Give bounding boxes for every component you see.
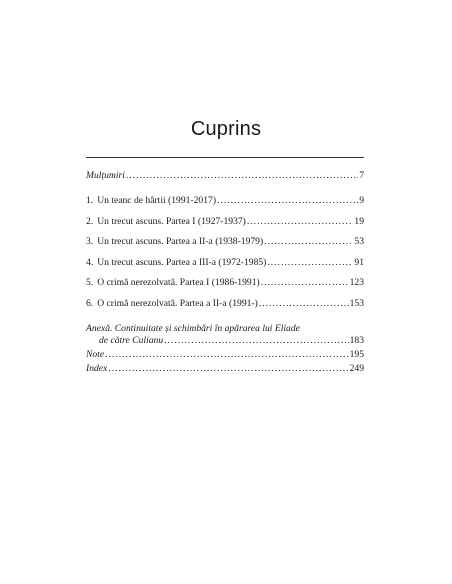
chapter-number: 2. [86,215,94,227]
toc-entry-notes[interactable] [86,349,364,361]
chapter-number: 3. [86,236,94,247]
toc-entry-label: O crimă nerezolvată. Partea a II-a (1991-) [97,297,258,309]
toc-entry-label: Un trecut ascuns. Partea a II-a (1938-1979) [97,236,264,247]
toc-entry-chapter-2[interactable] [86,216,364,228]
toc-entry-label: Un trecut ascuns. Partea a III-a (1972-1985) [97,256,267,268]
toc-entry-label: Un teanc de hârtii (1991-2017) [97,195,217,206]
chapter-number: 5. [86,277,94,288]
chapter-number: 4. [86,256,94,268]
toc-entry-page: 249 [349,362,364,374]
dot-leader [105,349,348,361]
toc-entry-label: Index [86,362,108,374]
chapter-number: 1. [86,195,94,206]
toc-entry-chapter-4[interactable] [86,257,364,269]
toc-entry-label: Anexă. Continuitate și schimbări în apărarea lui Eliade [86,322,300,334]
toc-entry-page: 7 [359,170,364,181]
dot-leader [247,216,354,228]
dot-leader [164,335,348,347]
toc-entry-page: 195 [349,348,364,360]
dot-leader [267,257,353,269]
page-title: Cuprins [190,118,262,140]
toc-entry-page: 123 [349,277,364,288]
toc-entry-label-continuation: de către Culianu [99,334,164,346]
toc-entry-page: 19 [354,215,364,227]
dot-leader [217,195,358,207]
toc-entry-annex[interactable] [86,323,364,347]
toc-entry-label: Mulțumiri [86,170,125,181]
toc-entry-index[interactable] [86,363,364,375]
toc-entry-page: 9 [359,195,364,206]
dot-leader [108,363,348,375]
chapter-number: 6. [86,297,94,309]
toc-entry-annex-continuation [86,335,364,347]
dot-leader [261,277,349,289]
toc-entry-label: Un trecut ascuns. Partea I (1927-1937) [97,215,246,227]
dot-leader [259,298,349,310]
toc-entry-chapter-5[interactable] [86,277,364,289]
toc-entry-page: 153 [349,297,364,309]
toc-entry-page: 183 [349,334,364,346]
toc-entry-chapter-6[interactable] [86,298,364,310]
toc-entry-page: 53 [354,236,364,247]
dot-leader [264,236,353,248]
toc-entry-label: O crimă nerezolvată. Partea I (1986-1991) [97,277,260,288]
toc-entry-front[interactable] [86,170,364,182]
title-divider [86,157,364,158]
toc-entry-chapter-1[interactable] [86,195,364,207]
toc-entry-label: Note [86,348,105,360]
toc-entry-page: 91 [354,256,364,268]
table-of-contents [86,170,364,375]
toc-entry-chapter-3[interactable] [86,236,364,248]
dot-leader [126,170,358,182]
